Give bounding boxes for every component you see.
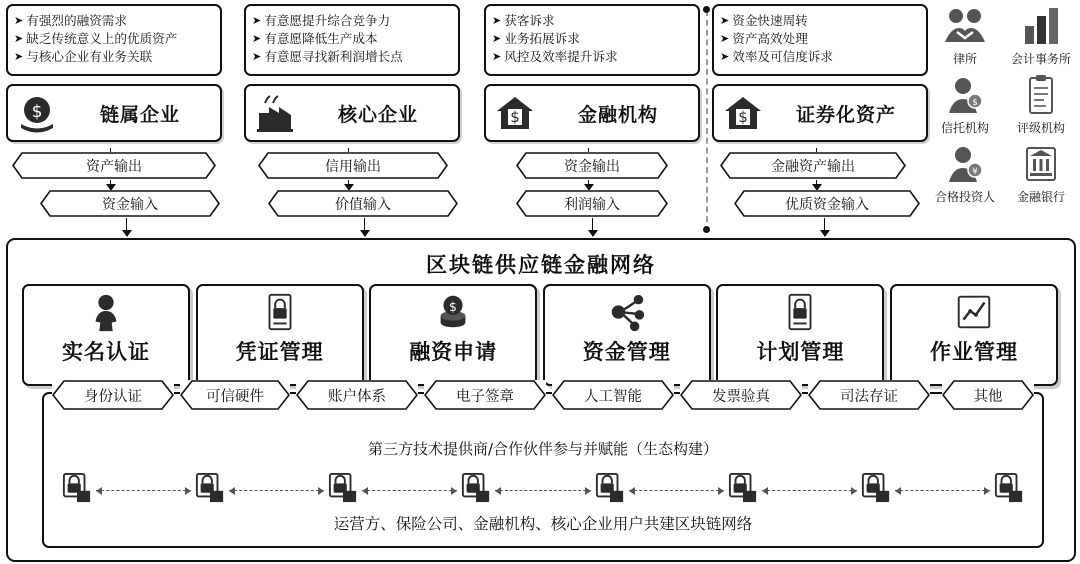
node-link [96,490,191,491]
platform-panel [6,238,1076,562]
flow-label-in-text: 价值输入 [335,196,391,213]
tech-chip-label: 人工智能 [584,388,642,405]
bullet-item [720,48,920,65]
bullet-box [712,4,928,76]
entity-card[interactable] [484,84,700,142]
node-link [762,490,857,491]
handshake-icon [930,4,1000,48]
bullet-item [252,12,452,29]
tech-chip-account[interactable] [296,380,418,410]
module-label: 计划管理 [756,340,845,364]
divider-dot [703,6,710,13]
flow-arrow [588,180,589,190]
flow-label-out-text: 资产输出 [86,158,142,175]
divider-dot [703,226,710,233]
bullet-marker-icon: ➤ [720,32,730,45]
flow-arrow [824,218,825,236]
bullet-text: 资产高效处理 [732,31,808,46]
module-card-financing-application[interactable] [369,284,537,386]
module-label: 实名认证 [62,340,150,364]
bullet-text: 获客诉求 [504,13,555,28]
flow-label-in-text: 优质资金输入 [785,196,869,213]
legend-row [930,142,1076,205]
flow-arrow [364,218,365,236]
legend-label: 信托机构 [940,121,989,135]
tech-chip-judicial[interactable] [808,380,930,410]
house-dollar-icon [720,91,766,135]
node-link [629,490,724,491]
module-card-voucher-management[interactable] [196,284,364,386]
bullet-text: 风控及效率提升诉求 [504,49,618,64]
bullet-marker-icon: ➤ [14,14,24,27]
flow-label-in [516,190,668,217]
flow-label-in-text: 利润输入 [564,196,620,213]
platform-title: 区块链供应链金融网络 [426,253,656,277]
bullet-item [492,48,692,65]
flow-arrow [816,180,817,190]
dollar-gear-icon [14,91,60,135]
document-lock-icon [779,290,821,334]
flow-arrow [110,180,111,190]
document-lock-icon [259,290,301,334]
legend-label: 评级机构 [1016,121,1065,135]
module-card-real-name-auth[interactable] [22,284,190,386]
factory-icon [252,91,298,135]
node-lock-icon [195,472,225,508]
tech-chip-label: 电子签章 [456,388,514,405]
bullet-marker-icon: ➤ [492,50,502,63]
legend-row [930,73,1076,136]
legend-label: 会计事务所 [1010,52,1071,66]
legend-item-trust-institution[interactable] [930,73,1000,136]
person-trust-icon [930,73,1000,117]
node-link [229,490,324,491]
blockchain-node-row [62,468,1024,512]
module-card-plan-management[interactable] [716,284,884,386]
tech-chip-hardware[interactable] [180,380,290,410]
bullet-marker-icon: ➤ [14,32,24,45]
node-lock-icon [595,472,625,508]
bullet-item [492,30,692,47]
flow-label-out-text: 信用输出 [325,158,381,175]
svg-text:$: $ [31,102,43,122]
legend-label: 金融银行 [1016,190,1065,204]
svg-text:¥: ¥ [972,167,978,177]
flow-label-in [268,190,458,217]
node-lock-icon [461,472,491,508]
tech-chip-label: 司法存证 [840,388,898,405]
legend-item-financial-bank[interactable] [1006,142,1076,205]
module-label: 凭证管理 [235,340,324,364]
bullet-text: 效率及可信度诉求 [732,49,833,64]
entity-column-securitized-asset [712,4,928,213]
node-lock-icon [328,472,358,508]
legend-label: 合格投资人 [934,190,995,204]
flow-arrow [592,218,593,236]
bullet-text: 有意愿降低生产成本 [264,31,378,46]
tech-chip-esign[interactable] [424,380,546,410]
bullet-box [6,4,222,76]
bullet-text: 与核心企业有业务关联 [26,49,153,64]
flow-label-in [40,190,220,217]
legend-item-law-firm[interactable] [930,4,1000,67]
bullet-marker-icon: ➤ [14,50,24,63]
bullet-text: 有意愿寻找新利润增长点 [264,49,403,64]
node-link [895,490,990,491]
bullet-item [14,30,214,47]
svg-text:$: $ [510,108,520,126]
entity-column-chain-enterprise [6,4,222,213]
svg-text:$: $ [449,299,458,315]
node-link [362,490,457,491]
bullet-text: 业务拓展诉求 [504,31,580,46]
bullet-item [252,30,452,47]
tech-chip-label: 身份认证 [84,388,142,405]
flow-label-out [258,152,448,179]
tech-chip-label: 账户体系 [328,388,386,405]
module-label: 作业管理 [929,340,1018,364]
bar-chart-icon [1006,4,1076,48]
person-investor-icon [930,142,1000,186]
entity-card[interactable] [712,84,928,142]
node-link [495,490,590,491]
entity-card[interactable] [244,84,460,142]
legend-row [930,4,1076,67]
bullet-text: 有意愿提升综合竞争力 [264,13,391,28]
module-row [22,284,1058,386]
bullet-marker-icon: ➤ [252,32,262,45]
participants-legend [930,4,1076,211]
bullet-marker-icon: ➤ [720,50,730,63]
node-lock-icon [994,472,1024,508]
bullet-item [720,30,920,47]
tech-ecosystem-box [42,388,1044,548]
bullet-box [244,4,460,76]
svg-text:$: $ [738,108,748,126]
svg-text:$: $ [972,98,978,108]
bullet-text: 有强烈的融资需求 [26,13,127,28]
clipboard-icon [1006,73,1076,117]
tech-chip-ai[interactable] [552,380,674,410]
legend-item-rating-agency[interactable] [1006,73,1076,136]
flow-label-in [734,190,920,217]
bank-dollar-icon [492,91,538,135]
module-label: 融资申请 [409,340,498,364]
node-lock-icon [62,472,92,508]
entity-column-core-enterprise [244,4,460,213]
bullet-marker-icon: ➤ [252,14,262,27]
bank-building-icon [1006,142,1076,186]
entity-name: 核心企业 [337,103,418,126]
tech-chip-invoice[interactable] [680,380,802,410]
section-divider [706,10,708,232]
legend-label: 律所 [952,52,977,66]
bullet-text: 缺乏传统意义上的优质资产 [26,31,178,46]
blockchain-network-caption: 运营方、保险公司、金融机构、核心企业用户共建区块链网络 [333,515,753,533]
tech-ecosystem-caption: 第三方技术提供商/合作伙伴参与并赋能（生态构建） [367,440,719,458]
entity-column-financial-institution [484,4,700,213]
flow-arrow [126,218,127,236]
module-card-operation-management[interactable] [890,284,1058,386]
entity-name: 金融机构 [577,103,658,126]
flow-label-out [720,152,906,179]
bullet-box [484,4,700,76]
flow-label-out [12,152,216,179]
bullet-marker-icon: ➤ [492,14,502,27]
person-id-icon [85,290,127,334]
tech-chip-other[interactable] [942,380,1034,410]
bullet-marker-icon: ➤ [720,14,730,27]
module-card-fund-management[interactable] [543,284,711,386]
tech-chip-identity[interactable] [52,380,174,410]
top-entities-region [6,4,926,232]
module-label: 资金管理 [582,340,671,364]
node-lock-icon [861,472,891,508]
bullet-item [252,48,452,65]
network-node-icon [606,290,648,334]
bullet-item [14,48,214,65]
flow-arrow [348,180,349,190]
entity-card[interactable] [6,84,222,142]
tech-chip-label: 发票验真 [712,388,770,405]
entity-name: 链属企业 [99,103,180,126]
flow-label-out [516,152,668,179]
bullet-item [492,12,692,29]
bullet-item [14,12,214,29]
bullet-text: 资金快速周转 [732,13,808,28]
flow-label-out-text: 金融资产输出 [771,158,855,175]
coins-icon [432,290,474,334]
tech-chip-label: 其他 [973,388,1003,405]
legend-item-accounting-firm[interactable] [1006,4,1076,67]
bullet-marker-icon: ➤ [492,32,502,45]
tech-chip-label: 可信硬件 [206,388,264,405]
line-chart-icon [953,290,995,334]
legend-item-qualified-investor[interactable] [930,142,1000,205]
node-lock-icon [728,472,758,508]
flow-label-in-text: 资金输入 [102,196,158,213]
bullet-marker-icon: ➤ [252,50,262,63]
entity-name: 证券化资产 [795,103,896,126]
flow-label-out-text: 资金输出 [564,158,620,175]
bullet-item [720,12,920,29]
